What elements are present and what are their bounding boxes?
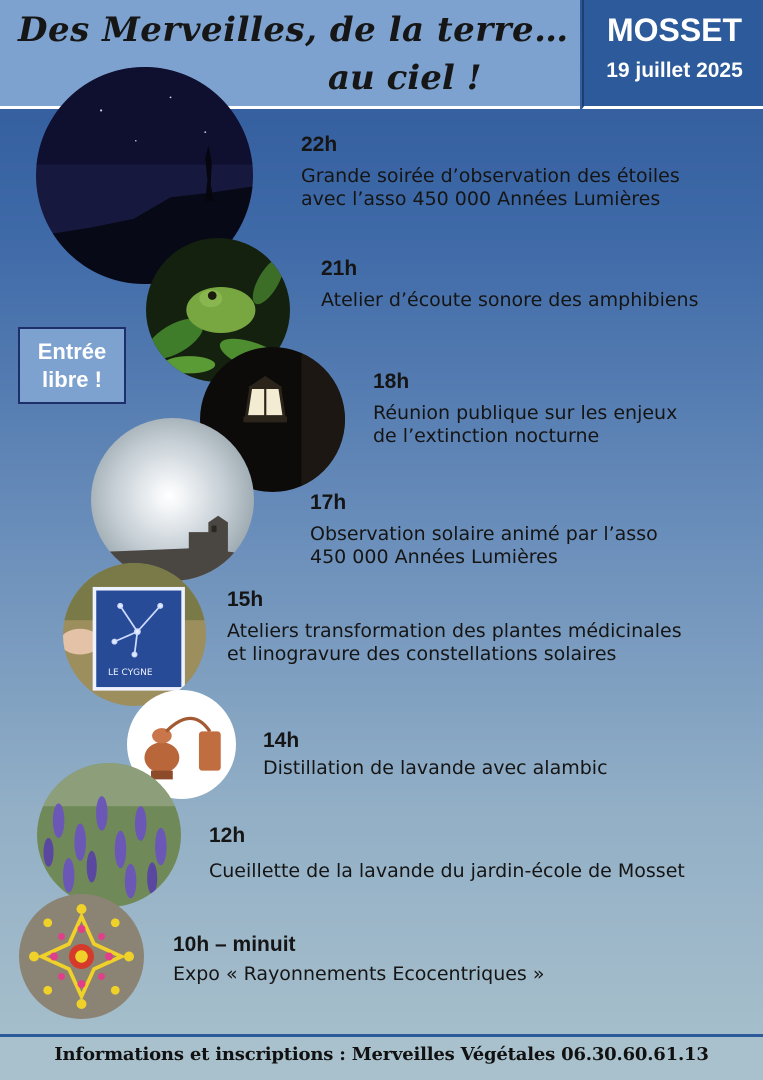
event-14h [263, 729, 608, 780]
event-time: 17h [310, 491, 347, 514]
town-name: MOSSET [606, 12, 743, 48]
event-time: 21h [321, 257, 358, 280]
title-line-1: Des Merveilles, de la terre… [18, 10, 569, 50]
event-time: 22h [301, 133, 338, 156]
event-description-line: de l’extinction nocturne [373, 425, 600, 447]
event-description-line: Expo « Rayonnements Ecocentriques » [173, 963, 545, 985]
event-21h [321, 257, 699, 312]
event-description [310, 523, 658, 569]
free-entry-badge: Entrée libre ! [18, 327, 126, 404]
event-description-line: Observation solaire animé par l’asso [310, 523, 658, 545]
event-description-line: Grande soirée d’observation des étoiles [301, 165, 680, 187]
event-description-line: Cueillette de la lavande du jardin-école de Mosset [209, 860, 685, 882]
event-description [301, 165, 680, 211]
event-date: 19 juillet 2025 [606, 59, 743, 82]
event-time: 10h – minuit [173, 933, 296, 956]
event-10h-minuit [173, 933, 544, 986]
footer-contact: Informations et inscriptions : Merveilles Végétales 06.30.60.61.13 [0, 1037, 763, 1080]
event-time: 12h [209, 824, 246, 847]
event-description [321, 289, 699, 312]
event-description-line: avec l’asso 450 000 Années Lumières [301, 188, 661, 210]
event-18h [373, 370, 677, 448]
location-date-badge [582, 0, 763, 109]
event-22h [301, 133, 680, 211]
event-description-line: 450 000 Années Lumières [310, 546, 558, 568]
cyanotype-photo [63, 563, 206, 706]
sun-sky-photo [91, 418, 254, 581]
event-description [263, 757, 608, 780]
event-description-line: Atelier d’écoute sonore des amphibiens [321, 289, 699, 311]
event-description-line: Ateliers transformation des plantes médicinales [227, 620, 682, 642]
event-description [227, 620, 682, 666]
event-description [373, 402, 677, 448]
card-label: LE CYGNE [108, 668, 153, 678]
event-description-line: Distillation de lavande avec alambic [263, 757, 608, 779]
event-description [173, 963, 544, 986]
event-description [209, 860, 685, 883]
lavender-photo [37, 763, 181, 907]
event-time: 18h [373, 370, 410, 393]
event-17h [310, 491, 658, 569]
event-15h [227, 588, 682, 666]
event-time: 14h [263, 729, 300, 752]
mandala-photo [19, 894, 144, 1019]
title-line-2: au ciel ! [328, 58, 482, 98]
event-time: 15h [227, 588, 264, 611]
event-description-line: et linogravure des constellations solaires [227, 643, 617, 665]
event-description-line: Réunion publique sur les enjeux [373, 402, 678, 424]
event-12h [209, 824, 685, 883]
